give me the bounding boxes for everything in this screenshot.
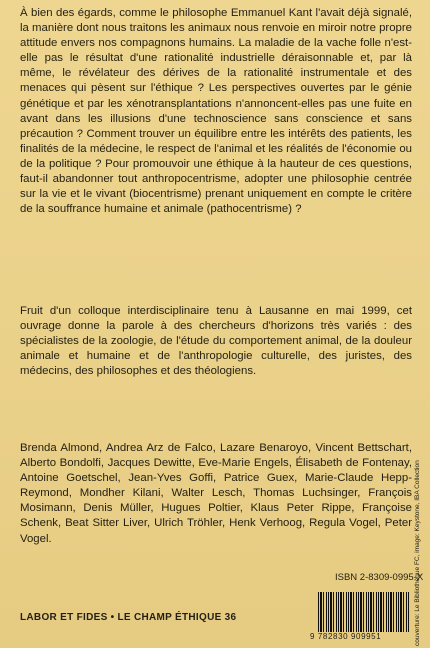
contributors-list: Brenda Almond, Andrea Arz de Falco, Lazare Benaroyo, Vincent Bettschart, Alberto Bondolfi, Jacques Dewitte, Eve-Marie Engels, Élisabeth de Fontenay, Antoine Goetschel, Jean-Yves Goffi, Patrice Guex, Marie-Claude Hepp-Reymond, Mondher Kilani, Walter Lesch, Thomas Luchsinger, François Mosimann, Denis Müller, Hugues Poltier, Klaus Peter Rippe, Françoise Schenk, Beat Sitter Liver, Ulrich Tröhler, Henk Verhoog, Regula Vogel, Peter Vogel. <box>20 442 412 545</box>
barcode-image <box>318 592 410 632</box>
isbn-label: ISBN 2-8309-0995-X <box>335 572 424 583</box>
blurb-paragraph: À bien des égards, comme le philosophe Emmanuel Kant l'avait déjà signalé, la manière dont nous traitons les animaux nous renvoie en miroir notre propre attitude envers nos compagnons humains. La maladie de la vache folle n'est-elle pas le résultat d'une rationalité industrielle déraisonnable et, par là même, le révélateur des dérives de la rationalité instrumentale et des menaces qui pèsent sur l'éthique ? Les perspectives ouvertes par le génie génétique et par les xénotransplantations n'annoncent-elles pas une fuite en avant dans les illusions d'une technoscience sans conscience et sans précaution ? Comment trouver un équilibre entre les intérêts des patients, les finalités de la médecine, le respect de l'animal et les réalités de l'économie ou de la politique ? Pour promouvoir une éthique à la hauteur de ces questions, faut-il abandonner tout anthropocentrisme, adopter une philosophie centrée sur la vie et le vivant (biocentrisme) prenant uniquement en compte le critère de la souffrance humaine et animale (pathocentrisme) ? <box>20 7 412 216</box>
publisher-series: LABOR ET FIDES • LE CHAMP ÉTHIQUE 36 <box>20 612 237 623</box>
barcode-number: 9 782830 909951 <box>310 632 382 641</box>
image-credit: couverture: Le Bibliothèque FC, image: Keystone, IBA Collection <box>414 460 421 646</box>
description-paragraph: Fruit d'un colloque interdisciplinaire tenu à Lausanne en mai 1999, cet ouvrage donne la parole à des chercheurs d'horizons très variés : des spécialistes de la zoologie, de l'étude du comportement animal, de la douleur animale et humaine et de l'anthropologie culturelle, des juristes, des médecins, des philosophes et des théologiens. <box>20 305 412 378</box>
